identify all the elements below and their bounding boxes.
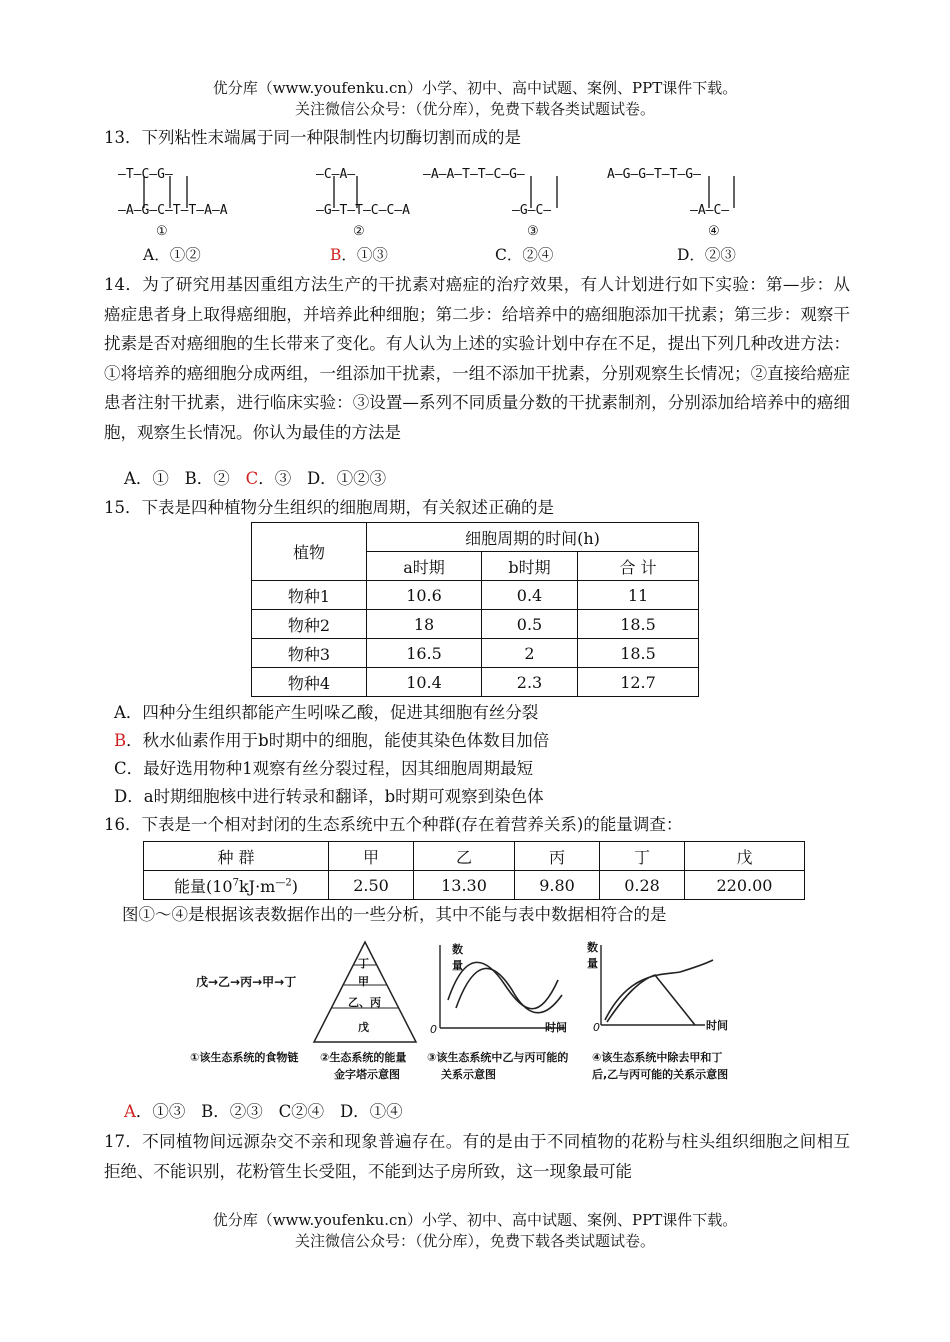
table-row [252,668,699,697]
q16-figure-intro: 图①～④是根据该表数据作出的一些分析，其中不能与表中数据相符合的是 [122,905,667,924]
q13-bond-lines [0,0,950,260]
seq2-bottom: —G—T—T—C—C—A [316,203,410,218]
q16-table [143,841,805,900]
q16-energy-bing: 9.80 [515,871,600,900]
energy-label-pre: 能量(10 [174,876,233,896]
seq1-number: ① [156,224,168,239]
energy-unit: kJ·m [238,876,276,896]
q13-option-a: A．①② [143,246,201,264]
q15-row1-b: 0.4 [482,581,578,610]
q16-option-a-letter: A [124,1102,136,1121]
q15-row3-name: 物种3 [252,639,367,668]
chart4-y-label: 数量 [587,941,598,970]
pyramid-yi-bing: 乙、丙 [348,996,381,1009]
seq3-number: ③ [527,224,539,239]
q15-stem: 15．下表是四种植物分生组织的细胞周期，有关叙述正确的是 [104,498,554,517]
q13-option-b-letter: B [330,246,342,264]
q14-option-c-text: ．③ [258,469,292,488]
table-row [252,639,699,668]
q13-stem: 13．下列粘性末端属于同一种限制性内切酶切割而成的是 [104,128,521,147]
header-line-2: 关注微信公众号：（优分库），免费下载各类试题试卷。 [294,100,655,118]
energy-exp: 7 [232,877,239,889]
seq3-bottom: —G—C— [512,203,552,218]
q15-row2-b: 0.5 [482,610,578,639]
q15-row4-a: 10.4 [367,668,482,697]
q15-row1-name: 物种1 [252,581,367,610]
q14-options [124,465,386,493]
caption-1: ①该生态系统的食物链 [190,1051,299,1064]
q15-row2-name: 物种2 [252,610,367,639]
q16-option-c: C②④ [278,1102,325,1121]
seq1-top: —T—C—G— [118,167,173,182]
pyramid-wu: 戊 [358,1021,369,1034]
q15-col-group: 细胞周期的时间(h) [367,523,699,552]
q16-energy-wu: 220.00 [685,871,805,900]
q15-option-d: D．a时期细胞核中进行转录和翻译，b时期可观察到染色体 [114,787,544,806]
chart4-x-label: 时间 [706,1019,728,1032]
seq4-bottom: —A—C— [690,203,730,218]
q16-head-population: 种 群 [144,842,329,871]
q15-row2-a: 18 [367,610,482,639]
q15-row1-a: 10.6 [367,581,482,610]
q14-option-b: B．② [184,469,230,488]
q16-option-d: D．①④ [339,1102,403,1121]
q14-option-c-letter: C [245,469,259,488]
q16-option-b: B．②③ [201,1102,263,1121]
caption-3a: ③该生态系统中乙与丙可能的 [427,1051,569,1064]
table-row [144,871,805,900]
q16-option-a-text: ．①③ [135,1102,186,1121]
q15-row4-b: 2.3 [482,668,578,697]
table-row [144,842,805,871]
caption-2b: 金字塔示意图 [334,1068,400,1081]
q17-text: 17．不同植物间远源杂交不亲和现象普遍存在。有的是由于不同植物的花粉与柱头组织细胞之间相互拒绝、不能识别，花粉管生长受阻，不能到达子房所致，这一现象最可能 [104,1132,850,1181]
chart3-origin: 0 [430,1023,437,1036]
seq4-number: ④ [708,224,720,239]
q15-row1-total: 11 [578,581,699,610]
q15-col-b: b时期 [482,552,578,581]
q14-option-d: D．①②③ [306,469,387,488]
energy-close: ) [291,876,298,896]
chart3-y-label: 数量 [452,943,463,972]
q15-option-c: C．最好选用物种1观察有丝分裂过程，因其细胞周期最短 [114,759,534,778]
q16-energy-jia: 2.50 [329,871,414,900]
q15-option-b-letter: B [114,731,127,750]
food-chain: 戊→乙→丙→甲→丁 [196,975,297,989]
pyramid-ding: 丁 [358,957,369,970]
q15-row2-total: 18.5 [578,610,699,639]
q15-row3-total: 18.5 [578,639,699,668]
q15-col-total: 合 计 [578,552,699,581]
table-row [252,581,699,610]
footer-line-2: 关注微信公众号：（优分库），免费下载各类试题试卷。 [294,1232,655,1250]
caption-2a: ②生态系统的能量 [320,1051,407,1064]
q16-energy-yi: 13.30 [414,871,515,900]
q16-head-ding: 丁 [600,842,685,871]
caption-4b: 后,乙与丙可能的关系示意图 [592,1068,729,1081]
q16-head-jia: 甲 [329,842,414,871]
q15-option-b-text: ．秋水仙素作用于b时期中的细胞，能使其染色体数目加倍 [126,731,550,750]
chart4-origin: 0 [593,1021,600,1034]
q16-energy-label [144,871,329,900]
q15-row4-name: 物种4 [252,668,367,697]
caption-3b: 关系示意图 [441,1068,496,1081]
q16-options [124,1098,403,1126]
table-row [252,610,699,639]
seq4-top: A—G—G—T—T—G— [607,167,701,182]
q14-option-a: A．① [124,469,169,488]
caption-4a: ④该生态系统中除去甲和丁 [592,1051,723,1064]
q16-head-yi: 乙 [414,842,515,871]
q16-stem: 16．下表是一个相对封闭的生态系统中五个种群(存在着营养关系)的能量调查： [104,815,683,834]
chart3-x-label: 时间 [545,1021,567,1034]
seq1-bottom: —A—G—C—T—T—A—A [118,203,228,218]
q15-col-a: a时期 [367,552,482,581]
q13-option-d: D．②③ [677,246,736,264]
q14-text: 14．为了研究用基因重组方法生产的干扰素对癌症的治疗效果，有人计划进行如下实验：第—步：从癌症患者身上取得癌细胞，并培养此种细胞；第二步：给培养中的癌细胞添加干扰素；第三步：观察干扰素是否对癌细胞的生长带来了变化。有人认为上述的实验计划中存在不足，提出下列几种改进方法：①将培养的癌细胞分成两组，一组添加干扰素，一组不添加干扰素，分别观察生长情况；②直接给癌症患者注射干扰素，进行临床实验：③设置—系列不同质量分数的干扰素制剂，分别添加给培养中的癌细胞，观察生长情况。你认为最佳的方法是 [104,275,850,442]
q15-row3-a: 16.5 [367,639,482,668]
seq2-top: —C—A— [316,167,356,182]
q15-row4-total: 12.7 [578,668,699,697]
pyramid-jia: 甲 [358,975,369,988]
q13-option-c: C．②④ [495,246,554,264]
q13-option-b [330,243,388,265]
q15-option-b [114,727,549,755]
seq2-number: ② [353,224,365,239]
seq3-top: —A—A—T—T—C—G— [423,167,525,182]
q15-row3-b: 2 [482,639,578,668]
q13-option-b-text: ．①③ [341,246,388,264]
q16-energy-ding: 0.28 [600,871,685,900]
energy-exp2: —2 [275,877,292,889]
header-line-1: 优分库（www.youfenku.cn）小学、初中、高中试题、案例、PPT课件下载。 [212,79,738,97]
q15-table [251,522,699,697]
q16-head-wu: 戊 [685,842,805,871]
q15-col-plant: 植物 [252,523,367,581]
q15-option-a: A．四种分生组织都能产生吲哚乙酸，促进其细胞有丝分裂 [114,703,539,722]
q16-head-bing: 丙 [515,842,600,871]
footer-line-1: 优分库（www.youfenku.cn）小学、初中、高中试题、案例、PPT课件下载。 [212,1211,738,1229]
